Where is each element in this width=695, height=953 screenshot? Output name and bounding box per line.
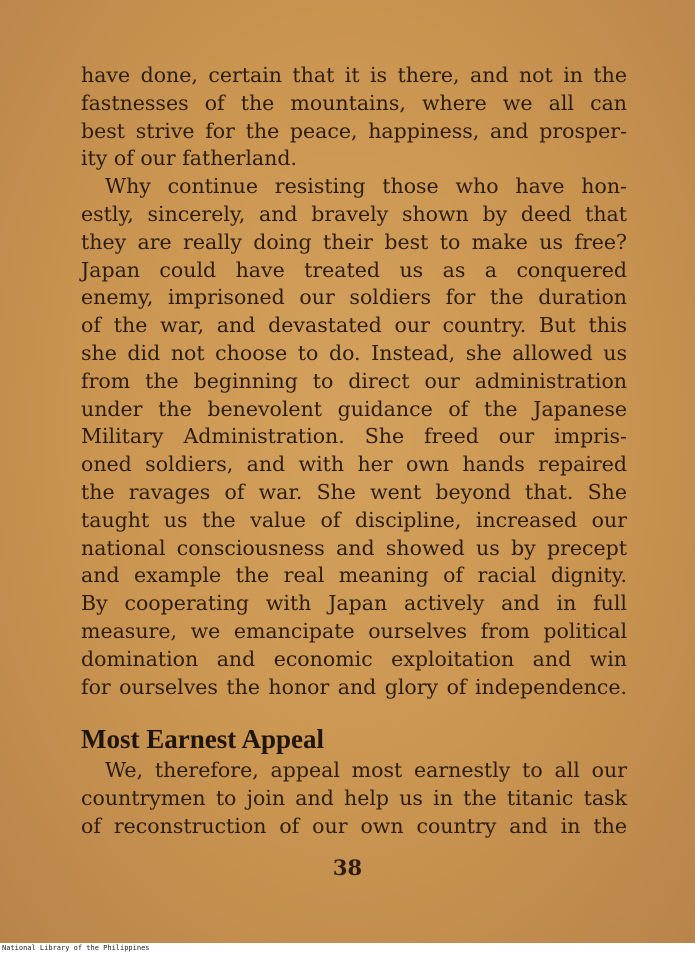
text-line: have done, certain that it is there, and not in the [81, 63, 627, 87]
text-line: fastnesses of the mountains, where we all can [81, 90, 627, 115]
text-line: ity of our fatherland. [81, 146, 298, 171]
text-line: national consciousness and showed us by precept [81, 535, 627, 560]
paragraph-appeal [81, 757, 627, 840]
text-line: she did not choose to do. Instead, she allowed us [81, 340, 627, 365]
text-line: from the beginning to direct our administration [81, 368, 627, 393]
text-line: under the benevolent guidance of the Japanese [81, 396, 627, 421]
text-line: We, therefore, appeal most earnestly to all our [105, 758, 627, 782]
text-line: the ravages of war. She went beyond that. She [81, 479, 627, 504]
library-watermark: National Library of the Philippines [2, 944, 150, 952]
paragraph-continuation [81, 62, 627, 701]
text-line: they are really doing their best to make us free? [81, 229, 627, 254]
text-line: By cooperating with Japan actively and in full [81, 591, 627, 616]
text-line: taught us the value of discipline, increased our [81, 507, 627, 532]
text-line: enemy, imprisoned our soldiers for the duration [81, 285, 627, 310]
text-line: estly, sincerely, and bravely shown by deed that [81, 201, 627, 226]
page-number: 38 [332, 855, 363, 880]
section-heading: Most Earnest Appeal [81, 724, 324, 754]
text-line: Japan could have treated us as a conquered [81, 257, 627, 282]
text-line: and example the real meaning of racial dignity. [81, 563, 627, 588]
text-line: domination and economic exploitation and win [81, 646, 627, 671]
text-line: oned soldiers, and with her own hands repaired [81, 452, 627, 477]
text-line: best strive for the peace, happiness, and prosper- [81, 118, 627, 143]
text-line: Why continue resisting those who have hon- [105, 174, 627, 199]
text-line: of the war, and devastated our country. But this [81, 313, 627, 338]
text-line: Military Administration. She freed our impris- [81, 424, 627, 449]
text-line: for ourselves the honor and glory of independence. [81, 674, 627, 699]
text-line: of reconstruction of our own country and in the [81, 813, 627, 838]
text-line: measure, we emancipate ourselves from political [81, 618, 627, 643]
text-line: countrymen to join and help us in the titanic task [81, 785, 627, 810]
